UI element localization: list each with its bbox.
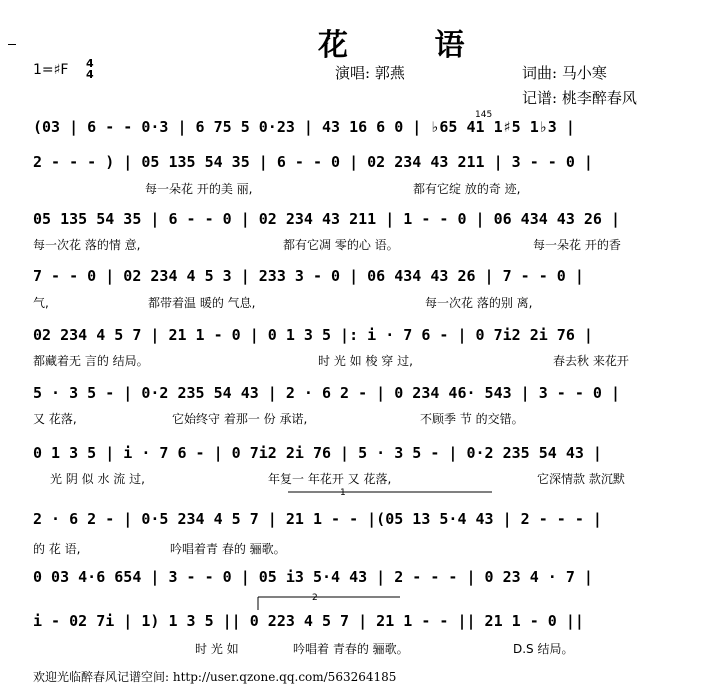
notation-row: 5 · 3 5 - | 0·2 235 54 43 | 2 · 6 2 - | 0 234 46· 543 | 3 - - 0 | [33,384,620,402]
notation-row: 2 · 6 2 - | 0·5 234 4 5 7 | 21 1 - - |(05 13 5·4 43 | 2 - - - | [33,510,602,528]
lyric-line: 都带着温 暖的 气息, [148,296,256,310]
lyric-line: 春去秋 来花开 [553,354,629,368]
volta-2-label: 2 [312,593,318,603]
song-title: 花 语 [318,28,503,63]
composer-credit: 词曲: 马小寒 [522,64,607,82]
tempo-mark: 145 [475,110,493,120]
lyric-line: 时 光 如 梭 穿 过, [318,354,413,368]
lyric-line: 气, [33,296,49,310]
notation-row: 0 1 3 5 | i · 7 6 - | 0 7i2 2i 76 | 5 · 3 5 - | 0·2 235 54 43 | [33,444,602,462]
lyric-line: 它深情款 款沉默 [537,472,625,486]
lyric-line: 年复一 年花开 又 花落, [268,472,392,486]
lyric-line: 每一朵花 开的香 [533,238,621,252]
notation-row: 0 03 4·6 654 | 3 - - 0 | 05 i3 5·4 43 | 2 - - - | 0 23 4 · 7 | [33,568,593,586]
notation-row: 05 135 54 35 | 6 - - 0 | 02 234 43 211 | 1 - - 0 | 06 434 43 26 | [33,210,620,228]
notation-row: 2 - - - ) | 05 135 54 35 | 6 - - 0 | 02 234 43 211 | 3 - - 0 | [33,153,593,171]
lyric-line: 每一次花 落的别 离, [425,296,533,310]
notation-row: 7 - - 0 | 02 234 4 5 3 | 233 3 - 0 | 06 434 43 26 | 7 - - 0 | [33,267,584,285]
transcriber-credit: 记谱: 桃李醉春风 [522,89,637,107]
lyric-line: D.S 结局。 [513,642,574,656]
meter-bottom: 4 [86,68,94,81]
notation-row: (03 | 6 - - 0·3 | 6 75 5 0·23 | 43 16 6 0 | ♭65 41 1♯5 1♭3 | [33,118,575,136]
notation-row: i - 02 7i | 1) 1 3 5 || 0 223 4 5 7 | 21 1 - - || 21 1 - 0 || [33,612,584,630]
lyric-line: 不顾季 节 的交错。 [420,412,524,426]
lyric-line: 的 花 语, [33,542,81,556]
lyric-line: 每一朵花 开的美 丽, [145,182,253,196]
lyric-line: 它始终守 着那一 份 承诺, [172,412,308,426]
lyric-line: 都有它凋 零的心 语。 [283,238,399,252]
lyric-line: 每一次花 落的情 意, [33,238,141,252]
lyric-line: 都藏着无 言的 结局。 [33,354,149,368]
notation-row: 02 234 4 5 7 | 21 1 - 0 | 0 1 3 5 |: i · 7 6 - | 0 7i2 2i 76 | [33,326,593,344]
lyric-line: 时 光 如 [195,642,239,656]
key-signature: 1=♯F [33,62,69,78]
lyric-line: 吟唱着 青春的 骊歌。 [293,642,409,656]
volta-1-label: 1 [340,488,346,498]
lyric-line: 又 花落, [33,412,77,426]
lyric-line: 光 阴 似 水 流 过, [50,472,145,486]
singer-credit: 演唱: 郭燕 [335,64,405,82]
lyric-line: 吟唱着青 春的 骊歌。 [170,542,286,556]
lyric-line: 都有它绽 放的奇 迹, [413,182,521,196]
footer-credit: 欢迎光临醉春风记谱空间: http://user.qzone.qq.com/563264185 [33,670,397,684]
meter-top: 4 [86,57,94,70]
